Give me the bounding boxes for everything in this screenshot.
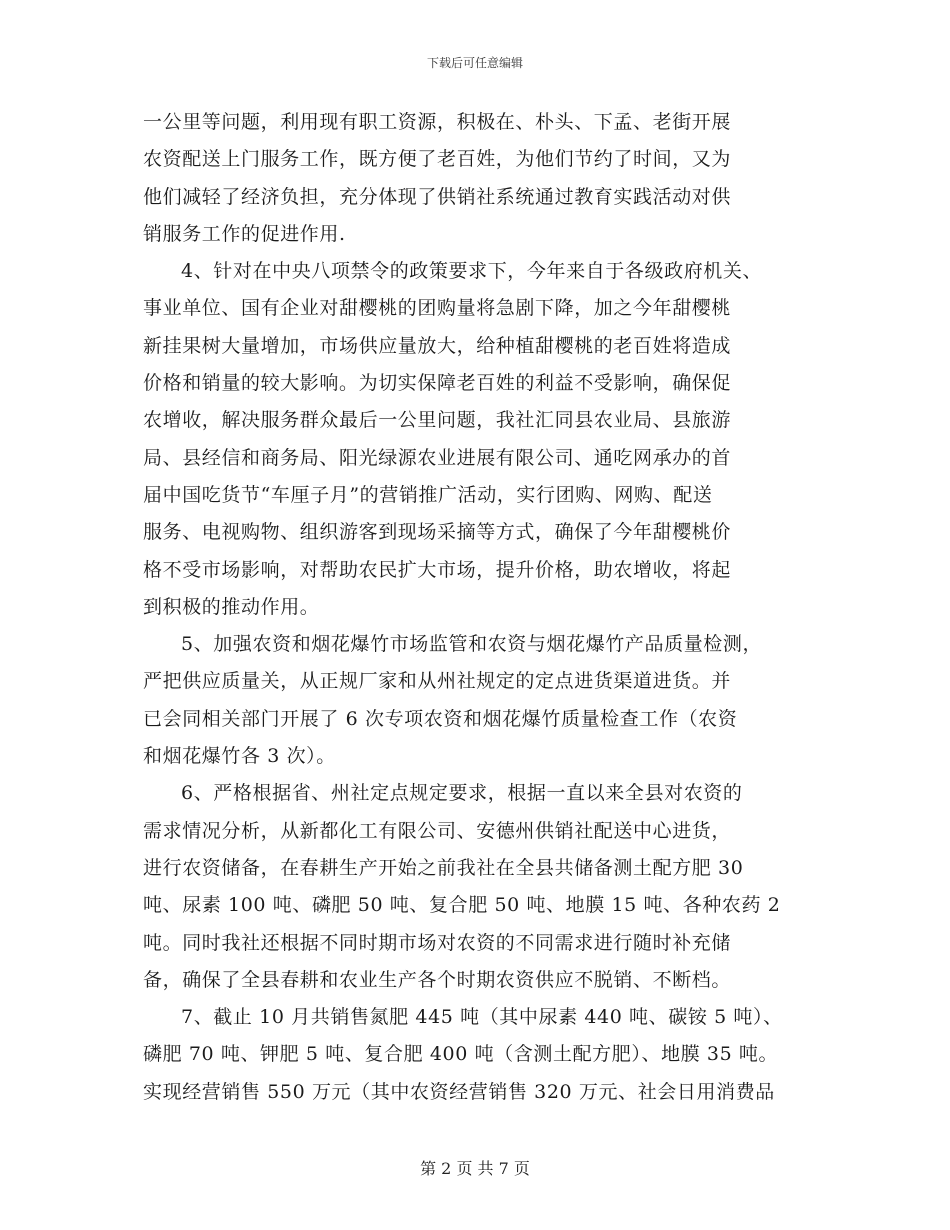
text-line: 一公里等问题，利用现有职工资源，积极在、朴头、下孟、老街开展 — [143, 111, 732, 133]
text-line: 农增收，解决服务群众最后一公里问题，我社汇同县农业局、县旅游 — [143, 409, 732, 432]
paragraph-first-line: 5、加强农资和烟花爆竹市场监管和农资与烟花爆竹产品质量检测， — [181, 633, 763, 656]
paragraph-first-line: 4、针对在中央八项禁令的政策要求下，今年来自于各级政府机关、 — [181, 260, 763, 283]
page-number: 第 2 页 共 7 页 — [420, 1159, 530, 1178]
text-line: 价格和销量的较大影响。为切实保障老百姓的利益不受影响，确保促 — [143, 372, 732, 395]
text-line: 吨。同时我社还根据不同时期市场对农资的不同需求进行随时补充储 — [143, 931, 732, 954]
text-line: 他们减轻了经济负担，充分体现了供销社系统通过教育实践活动对供 — [143, 185, 732, 208]
text-line: 吨、尿素 100 吨、磷肥 50 吨、复合肥 50 吨、地膜 15 吨、各种农药 2 — [143, 894, 781, 917]
text-line: 磷肥 70 吨、钾肥 5 吨、复合肥 400 吨（含测土配方肥）、地膜 35 吨。 — [143, 1043, 779, 1066]
text-line: 局、县经信和商务局、阳光绿源农业进展有限公司、通吃网承办的首 — [143, 446, 732, 469]
text-line: 已会同相关部门开展了 6 次专项农资和烟花爆竹质量检查工作（农资 — [143, 707, 738, 730]
paragraph-first-line: 7、截止 10 月共销售氮肥 445 吨（其中尿素 440 吨、碳铵 5 吨）、 — [181, 1006, 783, 1029]
text-line: 事业单位、国有企业对甜樱桃的团购量将急剧下降，加之今年甜樱桃 — [143, 297, 732, 320]
text-line: 和烟花爆竹各 3 次）。 — [143, 745, 336, 768]
text-line: 服务、电视购物、组织游客到现场采摘等方式，确保了今年甜樱桃价 — [143, 521, 732, 544]
text-line: 农资配送上门服务工作，既方便了老百姓，为他们节约了时间，又为 — [143, 148, 732, 171]
text-line: 进行农资储备，在春耕生产开始之前我社在全县共储备测土配方肥 30 — [143, 856, 744, 879]
page-header: 下载后可任意编辑 — [426, 56, 523, 70]
text-line: 格不受市场影响，对帮助农民扩大市场，提升价格，助农增收，将起 — [143, 558, 732, 581]
text-line: 到积极的推动作用。 — [143, 595, 320, 618]
paragraph-first-line: 6、严格根据省、州社定点规定要求，根据一直以来全县对农资的 — [181, 782, 743, 805]
text-line: 需求情况分析，从新都化工有限公司、安德州供销社配送中心进货， — [143, 819, 732, 842]
text-line: 销服务工作的促进作用. — [143, 222, 346, 245]
text-line: 严把供应质量关，从正规厂家和从州社规定的定点进货渠道进货。并 — [143, 670, 732, 693]
document-body — [143, 104, 823, 1111]
text-line: 届中国吃货节“车厘子月”的营销推广活动，实行团购、网购、配送 — [143, 483, 713, 506]
text-line: 备，确保了全县春耕和农业生产各个时期农资供应不脱销、不断档。 — [143, 968, 732, 991]
text-line: 实现经营销售 550 万元（其中农资经营销售 320 万元、社会日用消费品 — [143, 1080, 775, 1103]
text-line: 新挂果树大量增加，市场供应量放大，给种植甜樱桃的老百姓将造成 — [143, 334, 732, 357]
